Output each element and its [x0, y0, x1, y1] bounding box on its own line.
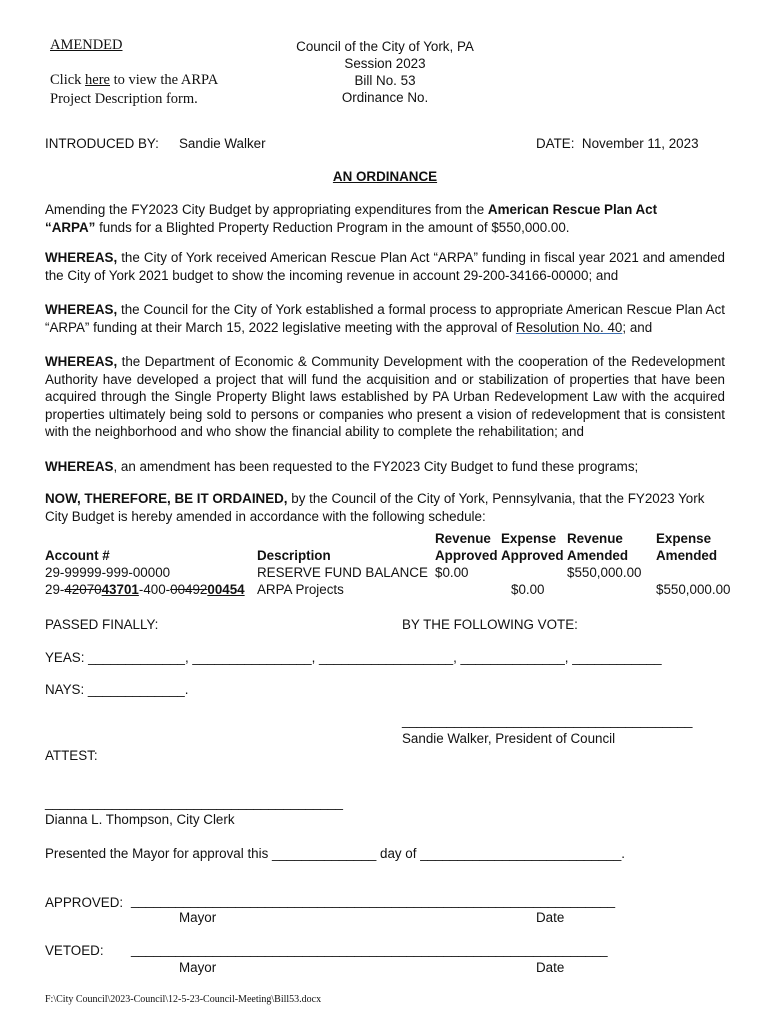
table-header-row-2 [45, 547, 735, 564]
by-following-vote: BY THE FOLLOWING VOTE: [402, 617, 578, 632]
table-header-row-1 [45, 530, 735, 547]
table-row [45, 581, 735, 598]
date-value: November 11, 2023 [581, 136, 699, 151]
cell-exp-approved: $0.00 [511, 582, 545, 597]
cell-description: ARPA Projects [257, 582, 344, 597]
p1-bold-act: American Rescue Plan Act [487, 202, 658, 217]
whereas-lead: WHEREAS, [45, 354, 118, 369]
col-header: Approved [435, 548, 498, 563]
col-header: Expense [501, 531, 557, 546]
council-header [255, 38, 515, 106]
page-title: AN ORDINANCE [332, 169, 438, 184]
paragraph-whereas-2 [45, 301, 725, 336]
approved-date-label: Date [536, 910, 565, 925]
date-line [536, 136, 699, 151]
approved-mayor-label: Mayor [179, 910, 217, 925]
paragraph-purpose [45, 201, 725, 236]
passed-finally: PASSED FINALLY: [45, 617, 159, 632]
acct-part: -400- [138, 582, 171, 597]
paragraph-whereas-1 [45, 249, 725, 284]
introduced-by-name: Sandie Walker [179, 136, 266, 151]
cell-rev-approved: $0.00 [435, 565, 469, 580]
cell-rev-amended [567, 581, 644, 598]
cell-rev-approved [435, 581, 501, 598]
col-header-account: Account # [45, 548, 110, 563]
whereas-text: , an amendment has been requested to the FY2023 City Budget to fund these programs; [113, 459, 639, 474]
vetoed-date-label: Date [536, 960, 565, 975]
col-header: Approved [501, 548, 564, 563]
clerk-name: Dianna L. Thompson, City Clerk [45, 812, 235, 827]
whereas-text: the City of York received American Rescue Plan Act “ARPA” funding in fiscal year 2021 and amended the City of York 2021 budget to show the incoming revenue in account 29-200-34166-00000; and [45, 250, 725, 283]
acct-part: 29- [45, 582, 65, 597]
p1-bold-arpa: “ARPA” [45, 219, 96, 235]
arpa-form-link[interactable]: here [85, 72, 110, 88]
table-row [45, 564, 735, 581]
col-header: Revenue [435, 531, 491, 546]
date-label: DATE: [536, 136, 575, 151]
presented-line: Presented the Mayor for approval this ______________ day of ___________________________. [45, 846, 625, 861]
ordinance-number: Ordinance No. [341, 90, 429, 105]
budget-schedule-table [45, 530, 735, 598]
approved-label: APPROVED: [45, 895, 124, 910]
nays-line: NAYS: _____________. [45, 682, 189, 697]
whereas-text: the Council for the City of York established a formal process to appropriate American Rescue Plan Act “ARPA” funding at their March 15, 2022 legislative meeting with the approval of [45, 302, 725, 335]
p1-text-2: funds for a Blighted Property Reduction Program in the amount of $550,000.00. [95, 219, 570, 235]
amended-label: AMENDED [50, 37, 123, 53]
paragraph-ordained [45, 490, 705, 525]
cell-account [45, 581, 257, 598]
click-suffix: to view the ARPA [110, 72, 219, 88]
whereas-tail: ; and [622, 319, 653, 335]
introduced-by-label: INTRODUCED BY: [45, 136, 159, 151]
col-header: Expense [656, 531, 712, 546]
approved-signature-line: _________________________________________________________________ [131, 893, 616, 908]
yeas-line: YEAS: _____________, ________________, __________________, ______________, ____________ [45, 650, 662, 665]
paragraph-whereas-3 [45, 353, 725, 441]
p1-text: Amending the FY2023 City Budget by appropriating expenditures from the [45, 202, 488, 217]
whereas-lead: WHEREAS, [45, 302, 118, 317]
vetoed-label: VETOED: [45, 943, 104, 958]
attest-label: ATTEST: [45, 748, 98, 763]
clerk-signature-line: ________________________________________ [45, 795, 343, 810]
vetoed-mayor-label: Mayor [179, 960, 217, 975]
acct-deleted: 00492 [170, 582, 208, 597]
cell-rev-amended: $550,000.00 [567, 565, 642, 580]
session: Session 2023 [344, 56, 426, 71]
click-line-2: Project Description form. [50, 91, 198, 107]
council-name: Council of the City of York, PA [296, 39, 474, 54]
whereas-text: the Department of Economic & Community Development with the cooperation of the Redevelopment Authority have developed a project that will fund the acquisition and or stabilization of properties that have been acquired through the Single Property Blight laws established by PA Urban Redevelopment Law with the acquired properties ultimately being sold to persons or companies who present a vision of redevelopment that is consistent with the neighborhood and who show the financial ability to complete the rehabilitation; and [45, 354, 725, 439]
whereas-lead: WHEREAS, [45, 250, 118, 265]
paragraph-whereas-4 [45, 458, 725, 476]
vetoed-signature-line: ________________________________________________________________ [131, 942, 608, 957]
click-prefix: Click [50, 72, 86, 88]
col-header: Amended [656, 548, 718, 563]
whereas-lead: WHEREAS [45, 459, 114, 474]
president-signature-line: _______________________________________ [402, 713, 693, 728]
file-path-footer: F:\City Council\2023-Council\12-5-23-Council-Meeting\Bill53.docx [45, 994, 322, 1005]
ordained-text: by the Council of the City of York, Pennsylvania, that the FY2023 York City Budget is hereby amended in accordance with the following schedule: [45, 491, 705, 524]
president-name: Sandie Walker, President of Council [402, 731, 616, 746]
cell-account: 29-99999-999-00000 [45, 565, 171, 580]
cell-exp-amended: $550,000.00 [656, 582, 731, 597]
bill-number: Bill No. 53 [354, 73, 416, 88]
click-line [50, 72, 218, 89]
col-header-description: Description [257, 548, 331, 563]
acct-deleted: 42070 [64, 582, 102, 597]
cell-description: RESERVE FUND BALANCE [257, 565, 428, 580]
col-header: Revenue [567, 531, 623, 546]
acct-inserted: 00454 [207, 582, 245, 597]
acct-inserted: 43701 [101, 582, 139, 597]
cell-exp-amended [644, 564, 735, 581]
ordained-lead: NOW, THEREFORE, BE IT ORDAINED, [45, 491, 288, 506]
col-header: Amended [567, 548, 629, 563]
resolution-link[interactable]: Resolution No. 40 [515, 319, 623, 335]
cell-exp-approved [501, 564, 567, 581]
